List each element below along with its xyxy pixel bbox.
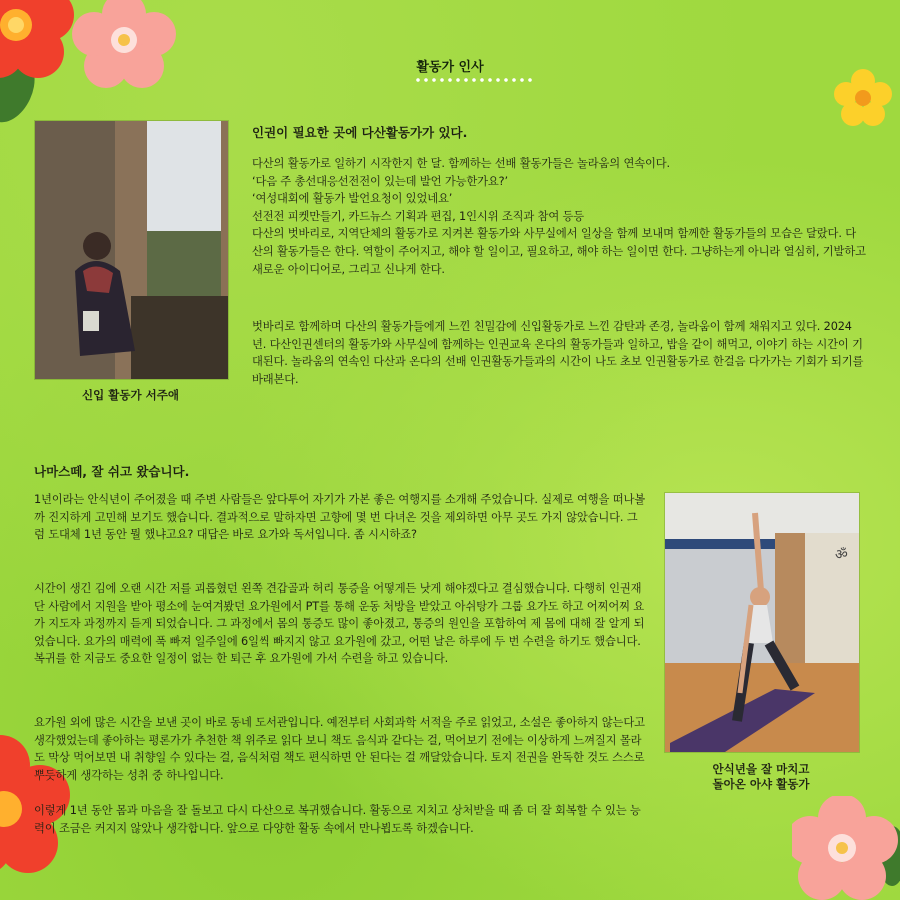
pink-flower-icon	[72, 0, 182, 89]
section2-paragraph-3: 요가원 외에 많은 시간을 보낸 곳이 바로 동네 도서관입니다. 예전부터 사회과학 서적을 주로 읽었고, 소설은 좋아하지 않는다고 생각했었는데 좋아하는 평론가가 추천한 책 위주로 읽다 보니 책도 음식과 같다는 걸, 먹어보기 전에는 이상하게 느껴질지 몰라도 막상 먹어보면 내 취향일 수 있다는 걸, 음식처럼 책도 편식하면 안 된다는 걸 깨달았습니다. 토지 전권을 완독한 것도 스스로 뿌듯하게 생각하는 성취 중 하나입니다.	[34, 716, 645, 782]
yoga-photo-caption-line-2: 돌아온 아샤 활동가	[712, 777, 810, 791]
new-activist-photo-caption: 신입 활동가 서주애	[82, 388, 179, 402]
new-activist-photo	[34, 120, 229, 380]
title-divider	[414, 78, 532, 82]
section2-paragraph-1: 1년이라는 안식년이 주어졌을 때 주변 사람들은 앞다투어 자기가 가본 좋은 여행지를 소개해 주었습니다. 실제로 여행을 떠나볼까 진지하게 고민해 보기도 했습니다. 결과적으로 말하자면 고향에 몇 번 다녀온 것을 제외하면 아무 곳도 가지 않았습니다. 그럼 도대체 1년 동안 뭘 했냐고요? 대답은 바로 요가와 독서입니다. 좀 시시하죠?	[34, 493, 646, 542]
page-title: 활동가 인사	[416, 60, 484, 75]
section1-heading: 인권이 필요한 곳에 다산활동가가 있다.	[252, 125, 468, 140]
section1-paragraph-2: 벗바리로 함께하며 다산의 활동가들에게 느낀 친밀감에 신입활동가로 느낀 감탄과 존경, 놀라움이 함께 채워지고 있다. 2024년. 다산인권센터의 활동가와 사무실에 함께하는 인권교육 온다의 활동가들과 일하고, 밥을 같이 해먹고, 이야기 하는 시간이 기대된다. 놀라움의 연속인 다산과 온다의 선배 인권활동가들과의 시간이 나도 초보 인권활동가로 한걸음 다가가는 기회가 되기를 바래본다.	[252, 320, 864, 386]
section2-paragraph-2: 시간이 생긴 김에 오랜 시간 저를 괴롭혔던 왼쪽 견갑골과 허리 통증을 어떻게든 낫게 해야겠다고 결심했습니다. 다행히 인권재단 사람에서 지원을 받아 평소에 눈여겨봤던 요가원에서 PT를 통해 운동 처방을 받았고 아쉬탕가 그룹 요가도 하고 어찌어찌 요가 지도자 과정까지 듣게 되었습니다. 그 과정에서 몸의 통증도 많이 좋아졌고, 통증의 원인을 포함하여 제 몸에 대해 잘 알게 되었습니다. 요가의 매력에 푹 빠져 일주일에 6일씩 빠지지 않고 요가원에 갔고, 어떤 날은 하루에 두 번 수련을 하기도 했습니다. 복귀를 한 지금도 중요한 일정이 없는 한 퇴근 후 요가원에 가서 수련을 하고 있습니다.	[34, 582, 645, 666]
yellow-flower-icon	[832, 68, 894, 130]
yoga-photo	[664, 492, 860, 753]
yoga-photo-caption	[664, 762, 858, 792]
section2-heading: 나마스떼, 잘 쉬고 왔습니다.	[34, 464, 190, 479]
yoga-photo-caption-line-1: 안식년을 잘 마치고	[712, 762, 810, 776]
section2-paragraph-4: 이렇게 1년 동안 몸과 마음을 잘 돌보고 다시 다산으로 복귀했습니다. 활동으로 지치고 상처받을 때 좀 더 잘 회복할 수 있는 능력이 조금은 커지지 않았나 생각합니다. 앞으로 다양한 활동 속에서 만나뵙도록 하겠습니다.	[34, 804, 641, 835]
om-sign: ॐ	[835, 547, 848, 563]
pink-flower-bottom-right-icon	[792, 796, 900, 900]
section1-paragraph-1: 다산의 활동가로 일하기 시작한지 한 달. 함께하는 선배 활동가들은 놀라움의 연속이다. ‘다음 주 총선대응선전전이 있는데 발언 가능한가요?’ ‘여성대회에 활동가 발언요청이 있었네요’ 선전전 피켓만들기, 카드뉴스 기획과 편집, 1인시위 조직과 참여 등등 다산의 벗바리로, 지역단체의 활동가로 지켜본 활동가와 사무실에서 일상을 함께 보내며 함께한 활동가들의 모습은 달랐다. 다산의 활동가들은 한다. 역할이 주어지고, 해야 할 일이고, 필요하고, 해야 하는 일이면 한다. 그냥하는게 아니라 열심히, 기발하고 새로운 아이디어로, 그리고 신나게 한다.	[252, 157, 866, 276]
